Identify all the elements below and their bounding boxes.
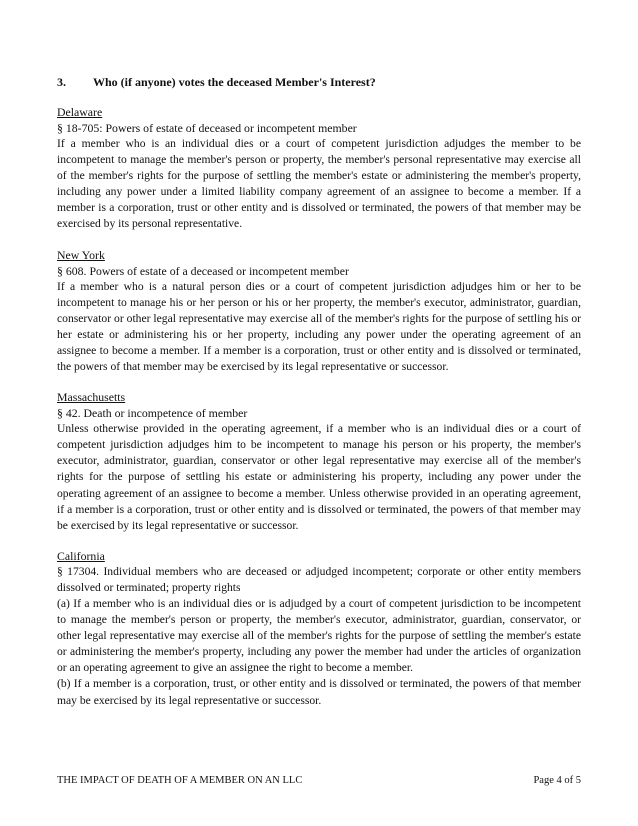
- state-name: Massachusetts: [57, 390, 126, 405]
- section-heading: [57, 74, 581, 90]
- statute-text: If a member who is a natural person dies or a court of competent jurisdiction adjudges him or her to be incompetent to manage his or her person or his or her property, the member's executor, administrator, guardian, conservator or other legal representative may exercise all of the member's rights for the purpose of settling his or her estate or administering his or her property, including any power under the operating agreement of an assignee to become a member. If a member is a corporation, trust or other entity and is dissolved or terminated, the powers of that member may be exercised by its legal representative or successor.: [57, 279, 581, 374]
- statute-text: (a) If a member who is an individual dies or is adjudged by a court of competent jurisdiction to be incompetent to manage the member's person or property, the member's executor, administrator, guardian, conservator, or other legal representative may exercise all of the member's rights for the purpose of settling the member's estate or administering the member's property, including any power the member had under the articles of organization or an operating agreement to give an assignee the right to become a member.: [57, 596, 581, 675]
- section-number: 3.: [57, 75, 66, 89]
- statute-title: § 17304. Individual members who are deceased or adjudged incompetent; corporate or other entity members dissolved or terminated; property rights: [57, 564, 581, 594]
- statute-title: § 18-705: Powers of estate of deceased or incompetent member: [57, 121, 357, 135]
- state-name: New York: [57, 247, 105, 262]
- state-name: Delaware: [57, 105, 103, 119]
- state-section-california: [57, 548, 581, 709]
- footer-title: THE IMPACT OF DEATH OF A MEMBER ON AN LLC: [57, 775, 303, 786]
- document-page: [57, 74, 581, 723]
- page-footer: [57, 774, 581, 788]
- statute-text: Unless otherwise provided in the operating agreement, if a member who is an individual dies or a court of competent jurisdiction adjudges him to be incompetent to manage his person or his property, the member's executor, administrator, guardian, conservator or other legal representative may exercise all of the member's rights for the purpose of settling his estate or administering his property, including any power under the operating agreement of an assignee to become a member. Unless otherwise provided in an operating agreement, if a member is a corporation, trust or other entity and is dissolved or terminated, the powers of that member may be exercised by its legal representative or successor.: [57, 422, 581, 532]
- statute-text: (b) If a member is a corporation, trust, or other entity and is dissolved or terminated, the powers of that member may be exercised by its legal representative or successor.: [57, 677, 581, 707]
- state-name: California: [57, 548, 105, 563]
- state-section-delaware: [57, 104, 581, 233]
- state-section-new-york: [57, 247, 581, 376]
- statute-title: § 42. Death or incompetence of member: [57, 406, 248, 421]
- state-section-massachusetts: [57, 389, 581, 534]
- statute-title: § 608. Powers of estate of a deceased or incompetent member: [57, 263, 349, 278]
- statute-text: If a member who is an individual dies or a court of competent jurisdiction adjudges the member to be incompetent to manage the member's person or property, the member's personal representative may exercise all of the member's rights for the purpose of settling the member's estate or administering the member's property, including any power under a limited liability company agreement of an assignee to become a member. If a member is a corporation, trust or other entity and is dissolved or terminated, the powers of that member may be exercised by its personal representative.: [57, 137, 581, 231]
- section-title: Who (if anyone) votes the deceased Member's Interest?: [93, 75, 376, 89]
- page-number: Page 4 of 5: [533, 775, 581, 786]
